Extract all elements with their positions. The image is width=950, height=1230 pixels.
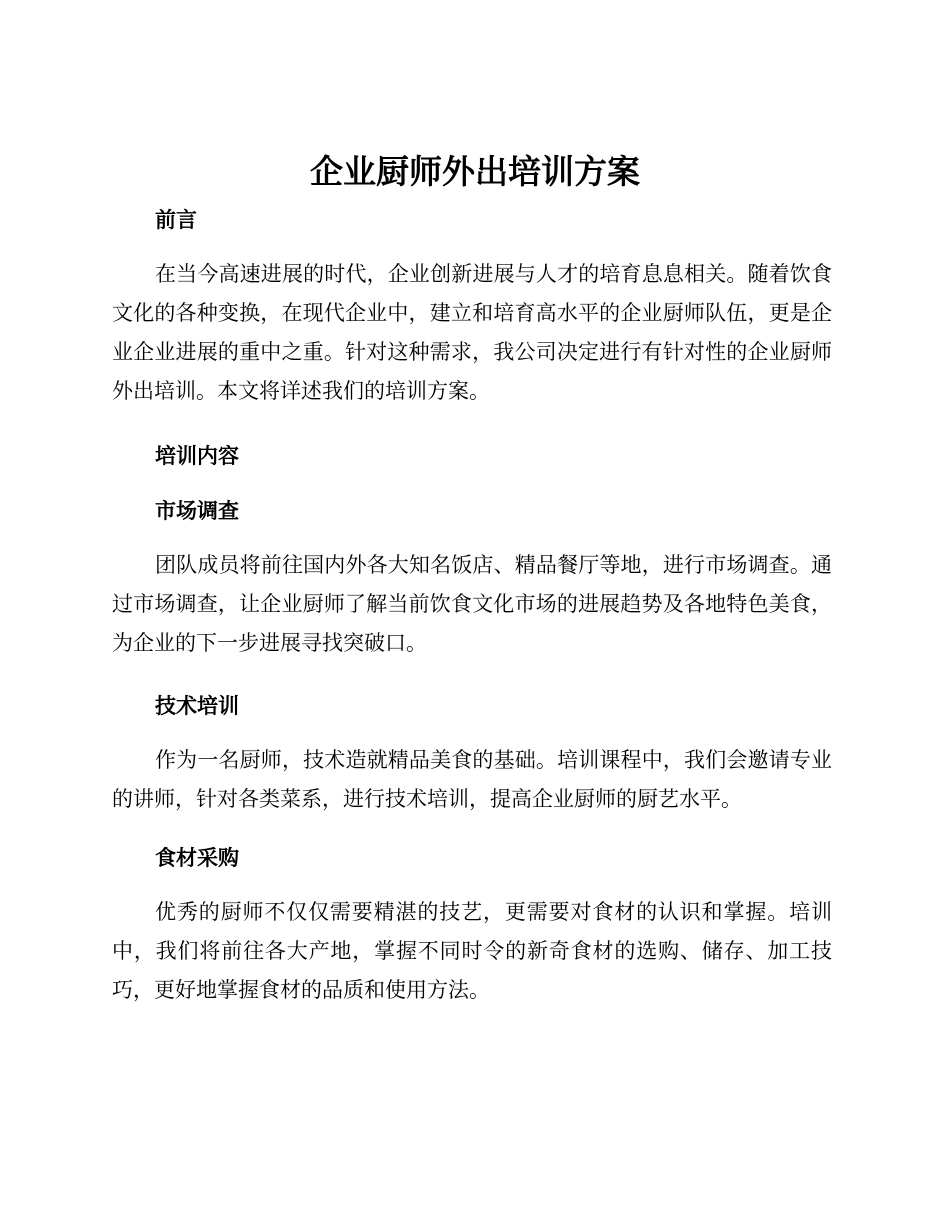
section-heading-training-content: 培训内容 [155, 444, 239, 468]
section-heading-technical-training: 技术培训 [155, 694, 239, 718]
section-paragraph-preface: 在当今高速进展的时代，企业创新进展与人才的培育息息相关。随着饮食文化的各种变换，在现代企业中，建立和培育高水平的企业厨师队伍，更是企业企业进展的重中之重。针对这种需求，我公司决定进行有针对性的企业厨师外出培训。本文将详述我们的培训方案。 [112, 262, 832, 403]
section-paragraph-market-research: 团队成员将前往国内外各大知名饭店、精品餐厅等地，进行市场调查。通过市场调查，让企业厨师了解当前饮食文化市场的进展趋势及各地特色美食，为企业的下一步进展寻找突破口。 [112, 553, 832, 655]
section-paragraph-ingredient-purchasing: 优秀的厨师不仅仅需要精湛的技艺，更需要对食材的认识和掌握。培训中，我们将前往各大产地，掌握不同时令的新奇食材的选购、储存、加工技巧，更好地掌握食材的品质和使用方法。 [112, 900, 832, 1002]
section-heading-market-research: 市场调查 [155, 499, 239, 523]
section-paragraph-technical-training: 作为一名厨师，技术造就精品美食的基础。培训课程中，我们会邀请专业的讲师，针对各类菜系，进行技术培训，提高企业厨师的厨艺水平。 [112, 748, 832, 811]
document-title: 企业厨师外出培训方案 [310, 152, 640, 191]
section-heading-preface: 前言 [155, 208, 197, 232]
section-heading-ingredient-purchasing: 食材采购 [155, 846, 239, 870]
